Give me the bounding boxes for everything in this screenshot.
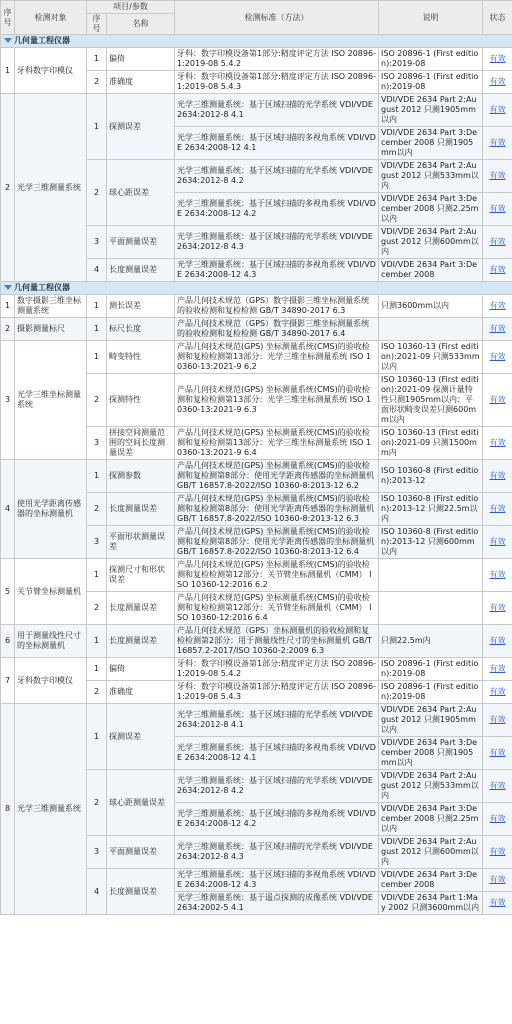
status-link[interactable]: 有效 (483, 803, 512, 836)
row-seq: 2 (1, 94, 15, 282)
status-link[interactable]: 有效 (483, 127, 512, 160)
row-note: VDI/VDE 2634 Part 3:December 2008 只测1905mm以内 (379, 737, 483, 770)
row-item-name: 偏倚 (107, 658, 175, 681)
row-standard: 产品几何技术规范(GPS) 坐标测量系统(CMS)的验收检测和复检检测第13部分：光学三维坐标测量系统 ISO 10360-13:2021-9 6.3 (175, 374, 379, 427)
row-item-name: 平面测量误差 (107, 836, 175, 869)
row-seq: 6 (1, 625, 15, 658)
row-seq: 2 (1, 318, 15, 341)
status-link[interactable]: 有效 (483, 681, 512, 704)
col-header-status: 状态 (483, 1, 512, 35)
row-sub-seq: 1 (87, 48, 107, 71)
row-sub-seq: 2 (87, 160, 107, 226)
row-standard: 牙科：数字印模设备第1部分:精度评定方法 ISO 20896-1:2019-08 5.4.2 (175, 48, 379, 71)
row-sub-seq: 2 (87, 770, 107, 836)
row-seq: 1 (1, 295, 15, 318)
status-link[interactable]: 有效 (483, 259, 512, 282)
row-note: ISO 10360-13 (First edition):2021-09 只测1500mm内 (379, 427, 483, 460)
row-item-name: 长度测量误差 (107, 869, 175, 915)
row-sub-seq: 3 (87, 836, 107, 869)
row-note: VDI/VDE 2634 Part 2:August 2012 只测1905mm以内 (379, 704, 483, 737)
collapse-arrow-icon[interactable] (4, 38, 12, 43)
row-note (379, 559, 483, 592)
status-link[interactable]: 有效 (483, 318, 512, 341)
row-standard: 光学三维测量系统：基于区域扫描的光学系统 VDI/VDE 2634:2012-8 4.3 (175, 836, 379, 869)
row-standard: 产品几何技术规范(GPS) 坐标测量系统(CMS)的验收检测和复检测第8部分：使用光学距离传感器的坐标测量机 GB/T 16857.8-2022/ISO 10360-8:2013-12 6.2 (175, 460, 379, 493)
row-note: VDI/VDE 2634 Part 3:December 2008 (379, 869, 483, 892)
section-header[interactable] (1, 282, 512, 295)
section-header[interactable] (1, 35, 512, 48)
row-item-name: 准确度 (107, 71, 175, 94)
row-sub-seq: 3 (87, 427, 107, 460)
row-note (379, 592, 483, 625)
row-item-name: 探测尺寸和形状误差 (107, 559, 175, 592)
row-note: VDI/VDE 2634 Part 3:December 2008 只测2.25m以内 (379, 803, 483, 836)
section-toggle[interactable] (1, 35, 512, 48)
row-note: ISO 10360-13 (First edition):2021-09 只测533mm以内 (379, 341, 483, 374)
row-note: VDI/VDE 2634 Part 2:August 2012 只测533mm以内 (379, 770, 483, 803)
row-standard: 光学三维测量系统：基于区域扫描的多视角系统 VDI/VDE 2634:2008-12 4.1 (175, 127, 379, 160)
status-link[interactable]: 有效 (483, 526, 512, 559)
row-item-name: 探测误差 (107, 704, 175, 770)
row-note: VDI/VDE 2634 Part 2:August 2012 只测533mm以内 (379, 160, 483, 193)
row-note: VDI/VDE 2634 Part 1:May 2002 只测3600mm以内 (379, 892, 483, 915)
row-sub-seq: 1 (87, 341, 107, 374)
section-title: 几何量工程仪器 (14, 283, 70, 292)
row-object: 摄影测量标尺 (15, 318, 87, 341)
row-sub-seq: 3 (87, 526, 107, 559)
table-row (1, 559, 512, 592)
row-item-name: 长度测量误差 (107, 625, 175, 658)
row-note: ISO 10360-13 (First edition):2021-09 探测计量特性只测1905mm以内；平面形状畸变误差只测600mm以内 (379, 374, 483, 427)
status-link[interactable]: 有效 (483, 836, 512, 869)
status-link[interactable]: 有效 (483, 341, 512, 374)
row-note: VDI/VDE 2634 Part 3:December 2008 (379, 259, 483, 282)
row-standard: 光学三维测量系统：基于区域扫描的多视角系统 VDI/VDE 2634:2008-12 4.3 (175, 869, 379, 892)
status-link[interactable]: 有效 (483, 770, 512, 803)
row-sub-seq: 2 (87, 71, 107, 94)
row-sub-seq: 1 (87, 318, 107, 341)
col-header-standard: 检测标准（方法） (175, 1, 379, 35)
row-standard: 光学三维测量系统：基于区域扫描的光学系统 VDI/VDE 2634:2012-8 4.2 (175, 770, 379, 803)
row-sub-seq: 1 (87, 460, 107, 493)
row-standard: 光学三维测量系统：基于区域扫描的多视角系统 VDI/VDE 2634:2008-12 4.3 (175, 259, 379, 282)
row-sub-seq: 2 (87, 592, 107, 625)
table-row (1, 295, 512, 318)
row-standard: 产品几何技术规范(GPS) 坐标测量系统(CMS)的验收检测和复检检测第13部分：光学三维坐标测量系统 ISO 10360-13:2021-9 6.4 (175, 427, 379, 460)
row-note: VDI/VDE 2634 Part 2:August 2012 只测600mm以内 (379, 226, 483, 259)
row-sub-seq: 3 (87, 226, 107, 259)
status-link[interactable]: 有效 (483, 892, 512, 915)
status-link[interactable]: 有效 (483, 869, 512, 892)
status-link[interactable]: 有效 (483, 493, 512, 526)
status-link[interactable]: 有效 (483, 94, 512, 127)
row-note (379, 318, 483, 341)
row-standard: 产品几何技术规范(GPS) 坐标测量系统(CMS)的验收检测和复检检测第12部分：关节臂坐标测量机（CMM） ISO 10360-12:2016 6.4 (175, 592, 379, 625)
row-object: 牙科数字印模仪 (15, 658, 87, 704)
row-standard: 产品几何技术规范（GPS）数字摄影三维坐标测量系统的验收检测和复检检测 GB/T 34890-2017 6.4 (175, 318, 379, 341)
row-sub-seq: 1 (87, 625, 107, 658)
status-link[interactable]: 有效 (483, 704, 512, 737)
row-note: ISO 20896-1 (First edition):2019-08 (379, 48, 483, 71)
row-note: ISO 10360-8 (First edition):2013-12 只测600mm以内 (379, 526, 483, 559)
row-sub-seq: 2 (87, 493, 107, 526)
table-row (1, 625, 512, 658)
row-item-name: 探测参数 (107, 460, 175, 493)
row-note: ISO 20896-1 (First edition):2019-08 (379, 658, 483, 681)
row-note: ISO 10360-8 (First edition):2013-12 只测22.5m以内 (379, 493, 483, 526)
status-link[interactable]: 有效 (483, 193, 512, 226)
status-link[interactable]: 有效 (483, 374, 512, 427)
table-row (1, 318, 512, 341)
table-body (1, 35, 512, 915)
row-note: VDI/VDE 2634 Part 2:August 2012 只测1905mm以内 (379, 94, 483, 127)
row-sub-seq: 2 (87, 681, 107, 704)
collapse-arrow-icon[interactable] (4, 285, 12, 290)
row-sub-seq: 1 (87, 658, 107, 681)
row-item-name: 球心距测量误差 (107, 770, 175, 836)
row-standard: 光学三维测量系统：基于区域扫描的光学系统 VDI/VDE 2634:2012-8 4.3 (175, 226, 379, 259)
row-object: 数字摄影三维坐标测量系统 (15, 295, 87, 318)
row-object: 光学三维坐标测量系统 (15, 341, 87, 460)
row-seq: 1 (1, 48, 15, 94)
row-standard: 光学三维测量系统：基于区域扫描的光学系统 VDI/VDE 2634:2012-8 4.2 (175, 160, 379, 193)
row-sub-seq: 2 (87, 374, 107, 427)
row-item-name: 长度测量误差 (107, 493, 175, 526)
row-object: 牙科数字印模仪 (15, 48, 87, 94)
col-header-seq: 序号 (1, 1, 15, 35)
row-standard: 产品几何技术规范(GPS) 坐标测量系统(CMS)的验收检测和复检检测第13部分：光学三维坐标测量系统 ISO 10360-13:2021-9 6.2 (175, 341, 379, 374)
row-sub-seq: 1 (87, 704, 107, 770)
row-note: 只测3600mm以内 (379, 295, 483, 318)
row-item-name: 测长误差 (107, 295, 175, 318)
row-note: VDI/VDE 2634 Part 2:August 2012 只测600mm以内 (379, 836, 483, 869)
status-link[interactable]: 有效 (483, 460, 512, 493)
row-seq: 7 (1, 658, 15, 704)
status-link[interactable]: 有效 (483, 737, 512, 770)
row-note: ISO 10360-8 (First edition):2013-12 (379, 460, 483, 493)
table-row (1, 48, 512, 71)
row-sub-seq: 1 (87, 559, 107, 592)
col-header-note: 说明 (379, 1, 483, 35)
row-item-name: 准确度 (107, 681, 175, 704)
status-link[interactable]: 有效 (483, 658, 512, 681)
row-standard: 产品几何技术规范(GPS) 坐标测量系统(CMS)的验收检测和复检测第8部分：使用光学距离传感器的坐标测量机 GB/T 16857.8-2022/ISO 10360-8:2013-12 6.4 (175, 526, 379, 559)
row-standard: 产品几何技术规范(GPS) 坐标测量系统(CMS)的验收检测和复检测第8部分：使用光学距离传感器的坐标测量机 GB/T 16857.8-2022/ISO 10360-8:2013-12 6.3 (175, 493, 379, 526)
row-standard: 产品几何技术规范（GPS）坐标测量机的验收检测和复检检测第2部分：用于测量线性尺寸的坐标测量机 GB/T 16857.2-2017/ISO 10360-2:2009 6.3 (175, 625, 379, 658)
row-standard: 产品几何技术规范（GPS）数字摄影三维坐标测量系统的验收检测和复检检测 GB/T 34890-2017 6.3 (175, 295, 379, 318)
row-item-name: 偏倚 (107, 48, 175, 71)
row-item-name: 畸变特性 (107, 341, 175, 374)
row-note: ISO 20896-1 (First edition):2019-08 (379, 681, 483, 704)
table-row (1, 341, 512, 374)
section-title: 几何量工程仪器 (14, 36, 70, 45)
status-link[interactable]: 有效 (483, 625, 512, 658)
row-item-name: 长度测量误差 (107, 259, 175, 282)
row-item-name: 标尺长度 (107, 318, 175, 341)
row-note: VDI/VDE 2634 Part 3:December 2008 只测2.25m以内 (379, 193, 483, 226)
row-object: 光学三维测量系统 (15, 704, 87, 915)
row-object: 使用光学距离传感器的坐标测量机 (15, 460, 87, 559)
col-header-object: 检测对象 (15, 1, 87, 35)
row-seq: 3 (1, 341, 15, 460)
row-standard: 光学三维测量系统：基于遥点探测的成像系统 VDI/VDE 2634:2002-5 4.1 (175, 892, 379, 915)
row-item-name: 平面形状测量误差 (107, 526, 175, 559)
row-note: 只测22.5m内 (379, 625, 483, 658)
table-row (1, 94, 512, 127)
row-standard: 光学三维测量系统：基于区域扫描的光学系统 VDI/VDE 2634:2012-8 4.1 (175, 94, 379, 127)
row-standard: 牙科：数字印模设备第1部分:精度评定方法 ISO 20896-1:2019-08 5.4.3 (175, 681, 379, 704)
row-note: VDI/VDE 2634 Part 3:December 2008 只测1905mm以内 (379, 127, 483, 160)
row-item-name: 球心距误差 (107, 160, 175, 226)
row-item-name: 拼接空间测量范围的空间长度测量误差 (107, 427, 175, 460)
status-link[interactable]: 有效 (483, 160, 512, 193)
row-standard: 牙科：数字印模设备第1部分:精度评定方法 ISO 20896-1:2019-08 5.4.2 (175, 658, 379, 681)
row-sub-seq: 4 (87, 869, 107, 915)
status-link[interactable]: 有效 (483, 559, 512, 592)
table-row (1, 704, 512, 737)
status-link[interactable]: 有效 (483, 592, 512, 625)
table-row (1, 460, 512, 493)
row-standard: 光学三维测量系统：基于区域扫描的多视角系统 VDI/VDE 2634:2008-12 4.2 (175, 193, 379, 226)
row-standard: 光学三维测量系统：基于区域扫描的光学系统 VDI/VDE 2634:2012-8 4.1 (175, 704, 379, 737)
row-seq: 5 (1, 559, 15, 625)
status-link[interactable]: 有效 (483, 295, 512, 318)
row-sub-seq: 1 (87, 94, 107, 160)
row-note: ISO 20896-1 (First edition):2019-08 (379, 71, 483, 94)
row-item-name: 平面测量误差 (107, 226, 175, 259)
status-link[interactable]: 有效 (483, 71, 512, 94)
col-header-name: 名称 (107, 14, 175, 35)
row-item-name: 探测误差 (107, 94, 175, 160)
row-standard: 牙科：数字印模设备第1部分:精度评定方法 ISO 20896-1:2019-08 5.4.3 (175, 71, 379, 94)
row-standard: 光学三维测量系统：基于区域扫描的多视角系统 VDI/VDE 2634:2008-12 4.2 (175, 803, 379, 836)
row-object: 光学三维测量系统 (15, 94, 87, 282)
col-header-item-param: 项目/参数 (87, 1, 175, 14)
row-item-name: 长度测量误差 (107, 592, 175, 625)
row-object: 用于测量线性尺寸的坐标测量机 (15, 625, 87, 658)
status-link[interactable]: 有效 (483, 427, 512, 460)
row-standard: 产品几何技术规范(GPS) 坐标测量系统(CMS)的验收检测和复检检测第12部分：关节臂坐标测量机（CMM） ISO 10360-12:2016 6.2 (175, 559, 379, 592)
status-link[interactable]: 有效 (483, 48, 512, 71)
row-standard: 光学三维测量系统：基于区域扫描的多视角系统 VDI/VDE 2634:2008-12 4.1 (175, 737, 379, 770)
table-row (1, 658, 512, 681)
row-object: 关节臂坐标测量机 (15, 559, 87, 625)
row-seq: 4 (1, 460, 15, 559)
row-sub-seq: 1 (87, 295, 107, 318)
row-seq: 8 (1, 704, 15, 915)
section-toggle[interactable] (1, 282, 512, 295)
status-link[interactable]: 有效 (483, 226, 512, 259)
col-header-sub-seq: 序号 (87, 14, 107, 35)
row-sub-seq: 4 (87, 259, 107, 282)
row-item-name: 探测特性 (107, 374, 175, 427)
